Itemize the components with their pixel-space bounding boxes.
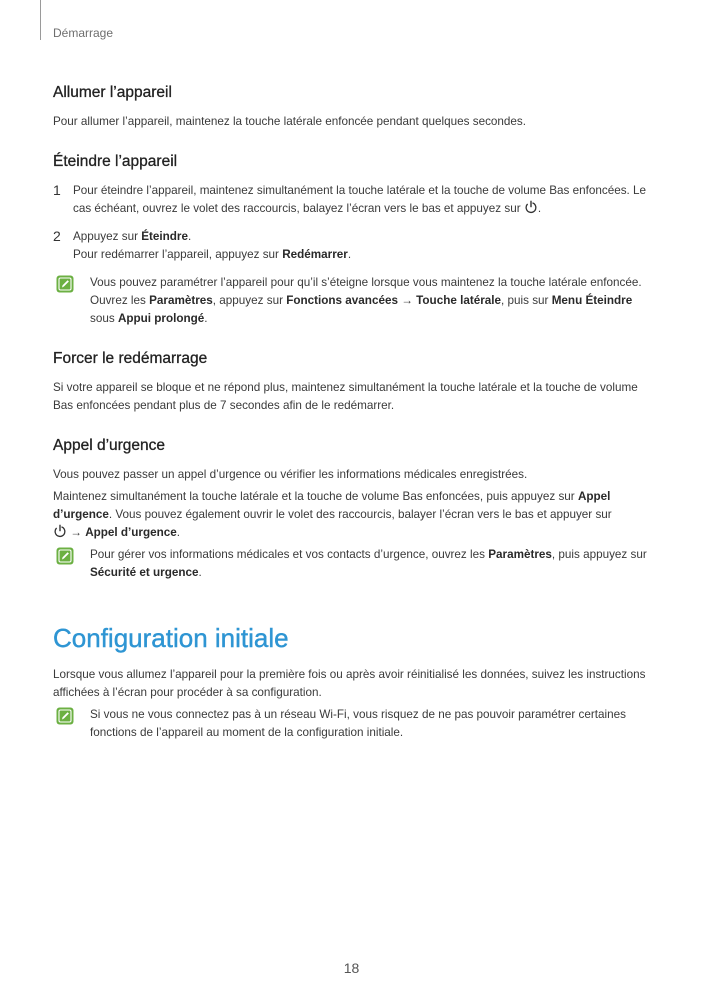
punctuation: . <box>347 248 352 261</box>
power-icon <box>53 524 67 538</box>
paragraph: Lorsque vous allumez l’appareil pour la première fois ou après avoir réinitialisé les données, suivez les instructions affichées à l’écran pour procéder à sa configuration. <box>53 668 646 699</box>
note-text: Vous pouvez paramétrer l’appareil pour qu’il s’éteigne lorsque vous maintenez la touche latérale enfoncée. Ouvrez les <box>90 276 642 307</box>
note-pencil-icon <box>56 707 74 725</box>
arrow: → <box>397 294 417 307</box>
step-number: 1 <box>53 182 61 198</box>
chapter-title: Configuration initiale <box>53 623 289 653</box>
section-title: Appel d’urgence <box>53 437 166 454</box>
menu-term: Touche latérale <box>416 294 502 307</box>
section-urgence <box>53 437 653 582</box>
paragraph: Si votre appareil se bloque et ne répond plus, maintenez simultanément la touche latérale et la touche de volume Bas enfoncées pendant plus de 7 secondes afin de le redémarrer. <box>53 381 638 412</box>
punctuation: . <box>537 202 542 215</box>
paragraph: Vous pouvez passer un appel d’urgence ou vérifier les informations médicales enregistrées. <box>53 468 528 481</box>
menu-term: Fonctions avancées <box>286 294 398 307</box>
section-eteindre <box>53 153 653 328</box>
step-text: Pour redémarrer l’appareil, appuyez sur <box>73 248 283 261</box>
menu-term: Appel d’urgence <box>53 490 611 521</box>
note-text: , appuyez sur <box>212 294 287 307</box>
section-title: Allumer l’appareil <box>53 84 172 101</box>
menu-term-redemarrer: Redémarrer <box>282 248 348 261</box>
power-icon <box>524 200 538 214</box>
note-pencil-icon <box>56 275 74 293</box>
note-text: Pour gérer vos informations médicales et vos contacts d’urgence, ouvrez les <box>90 548 489 561</box>
breadcrumb: Démarrage <box>53 26 114 40</box>
menu-term: Paramètres <box>149 294 213 307</box>
punctuation: . <box>204 312 208 325</box>
note <box>53 706 653 742</box>
punctuation: . <box>176 526 181 539</box>
section-title: Éteindre l’appareil <box>53 153 178 170</box>
paragraph <box>53 488 653 542</box>
step-text: Appuyez sur <box>73 230 142 243</box>
text: Maintenez simultanément la touche latérale et la touche de volume Bas enfoncées, puis appuyez sur <box>53 490 578 503</box>
note-text: Si vous ne vous connectez pas à un réseau Wi-Fi, vous risquez de ne pas pouvoir paramétrer certaines fonctions de l’appareil au moment de la configuration initiale. <box>90 708 626 739</box>
menu-term: Sécurité et urgence <box>90 566 199 579</box>
menu-term: Appui prolongé <box>117 312 205 325</box>
arrow: → <box>67 526 86 539</box>
menu-term: Appel d’urgence <box>85 526 177 539</box>
note-text: , puis appuyez sur <box>551 548 647 561</box>
note <box>53 274 653 328</box>
note-text: , puis sur <box>501 294 552 307</box>
section-allumer <box>53 84 653 131</box>
menu-term: Paramètres <box>488 548 552 561</box>
section-title: Forcer le redémarrage <box>53 350 208 367</box>
punctuation: . <box>187 230 192 243</box>
text: . Vous pouvez également ouvrir le volet des raccourcis, balayer l’écran vers le bas et appuyer sur <box>108 508 612 521</box>
note-text: sous <box>90 312 118 325</box>
menu-term-eteindre: Éteindre <box>141 230 188 243</box>
menu-term: Menu Éteindre <box>551 294 633 307</box>
section-forcer <box>53 350 653 415</box>
header-rule <box>40 0 41 40</box>
page-number: 18 <box>343 960 360 976</box>
note <box>53 546 653 582</box>
paragraph: Pour allumer l’appareil, maintenez la touche latérale enfoncée pendant quelques secondes. <box>53 115 527 128</box>
note-pencil-icon <box>56 547 74 565</box>
step-text: Pour éteindre l’appareil, maintenez simultanément la touche latérale et la touche de volume Bas enfoncées. Le cas échéant, ouvrez le volet des raccourcis, balayez l’écran vers le bas et appuyez sur <box>73 184 647 215</box>
page-content <box>53 84 653 742</box>
punctuation: . <box>198 566 202 579</box>
step-1 <box>53 182 653 218</box>
step-2 <box>53 228 653 264</box>
step-number: 2 <box>53 228 61 244</box>
